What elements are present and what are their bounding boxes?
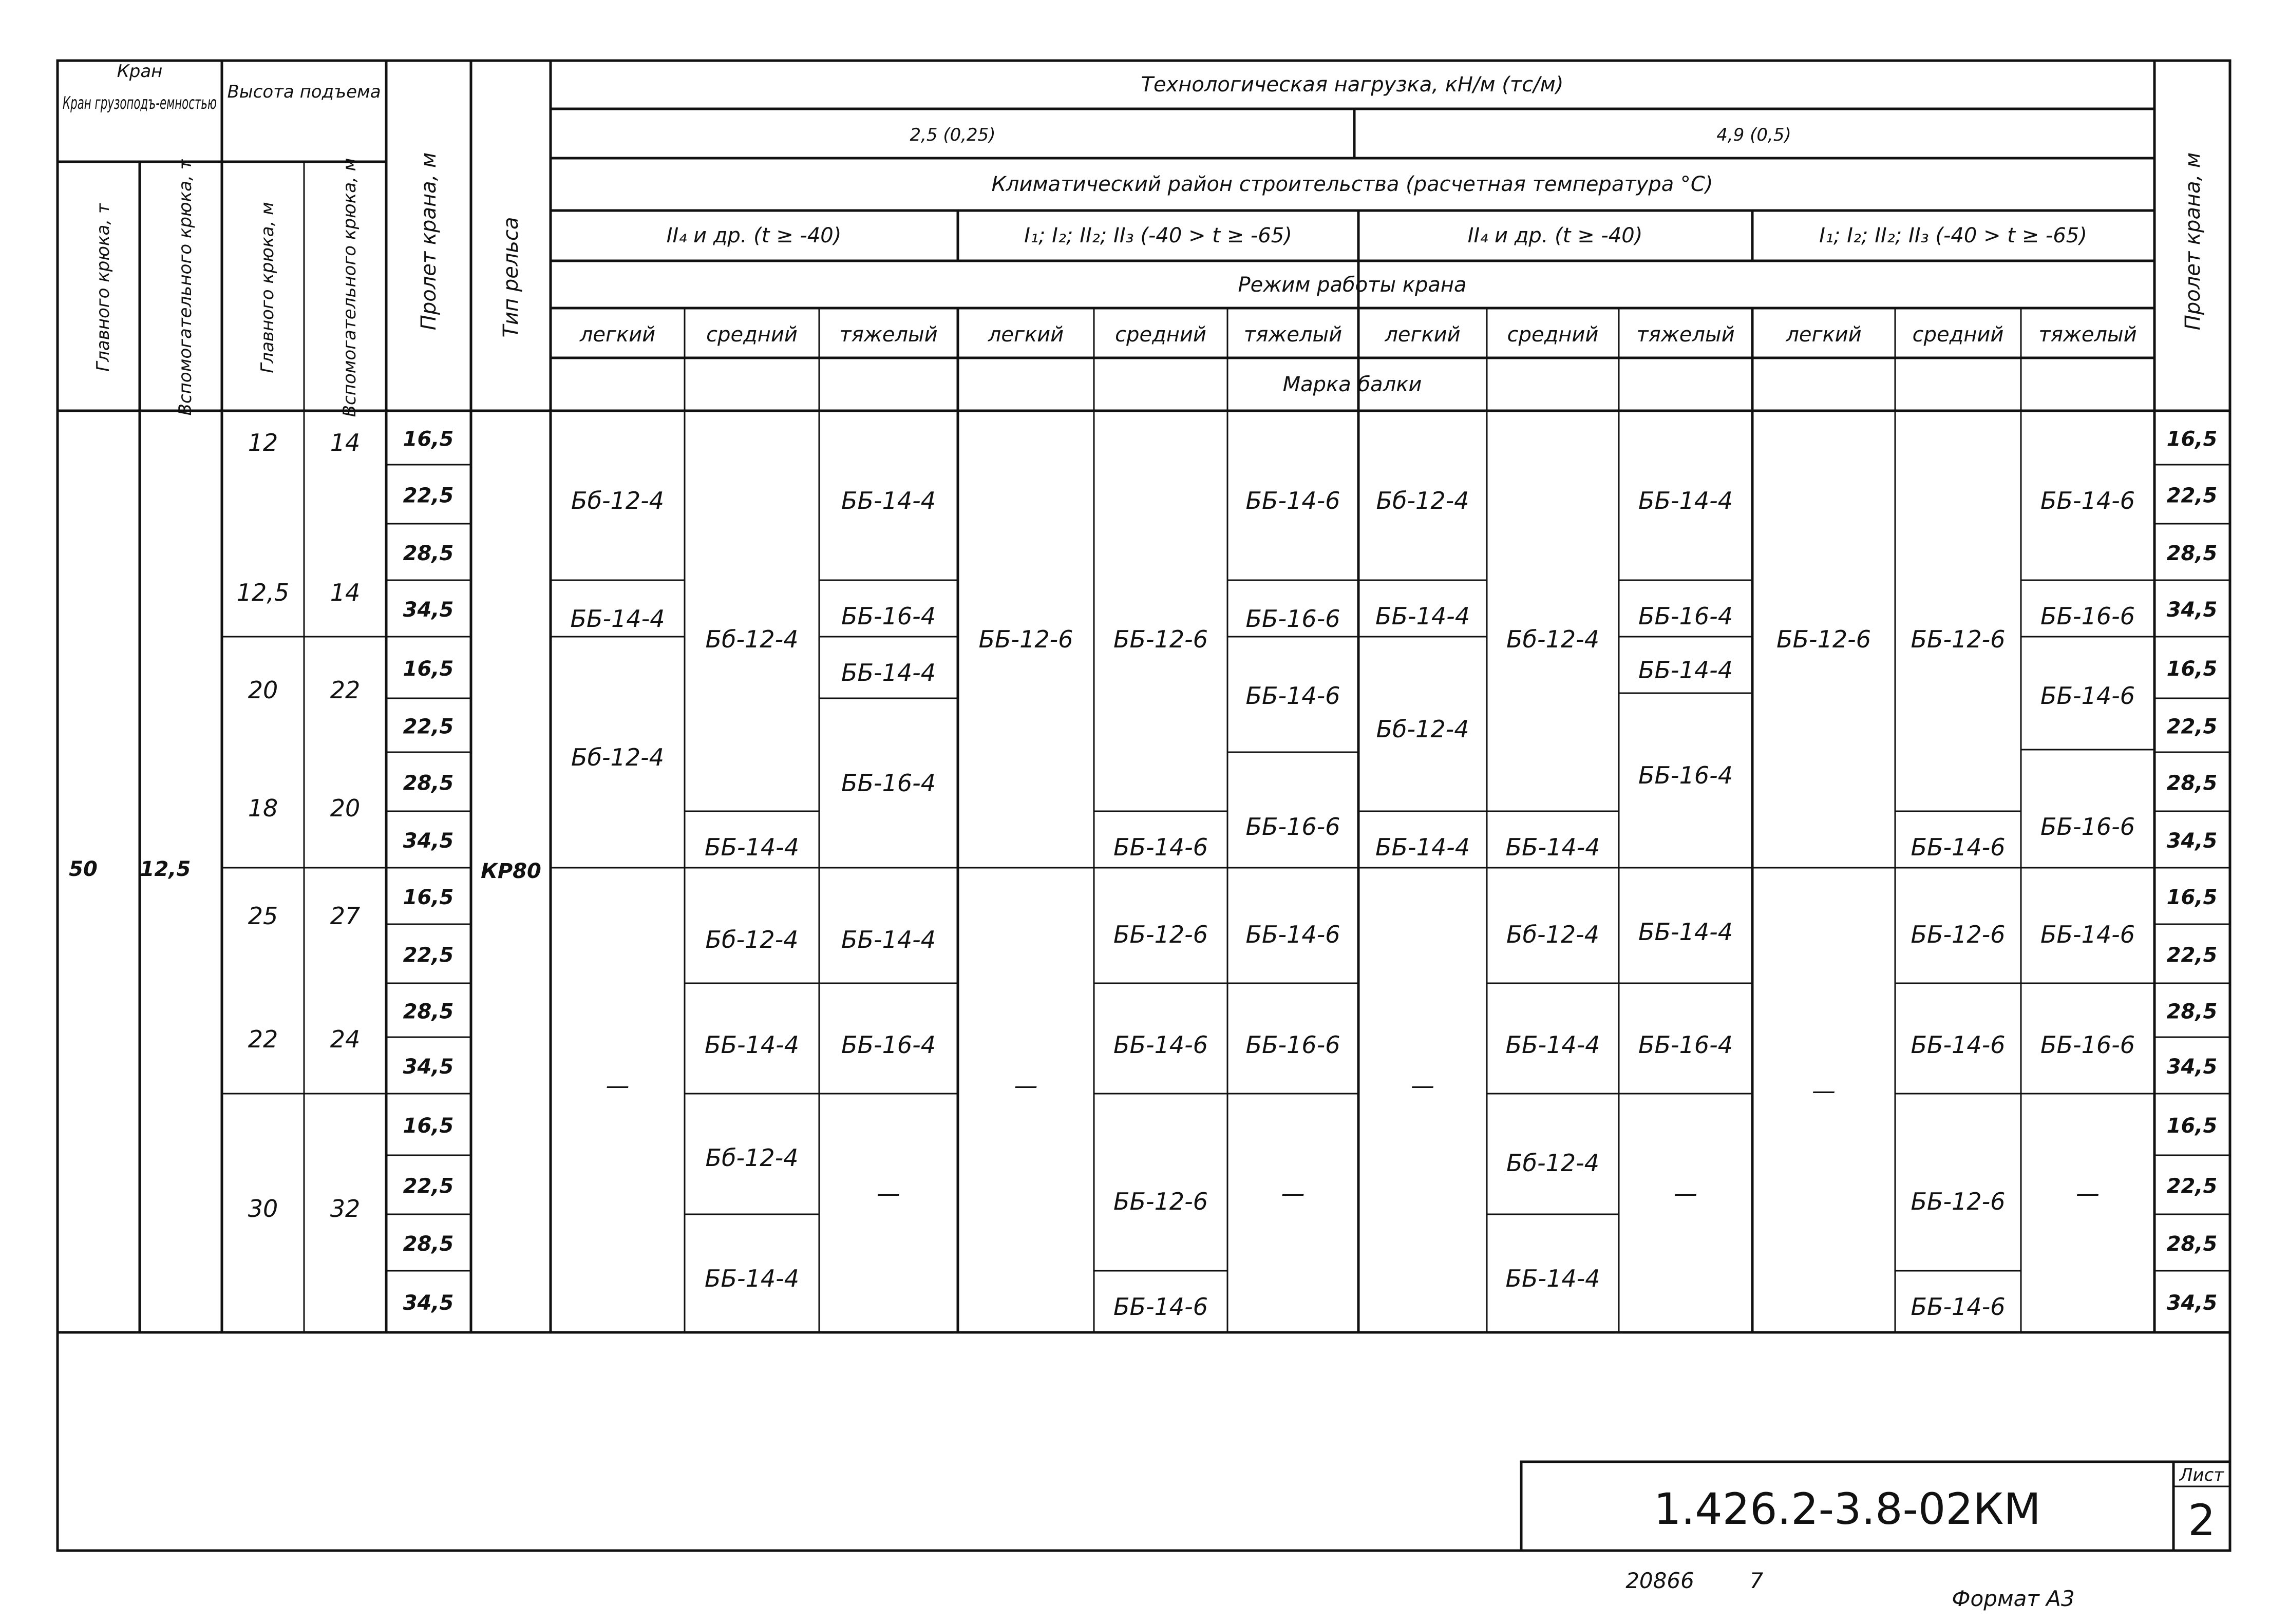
beam-mark: ББ-16-4: [841, 769, 936, 797]
beam-mark-dash: —: [606, 1072, 630, 1099]
span-value: 16,5: [403, 427, 454, 451]
rail-type-value: КР80: [481, 859, 541, 883]
beam-mark-dash: —: [2076, 1179, 2100, 1207]
beam-mark: ББ-16-6: [2040, 602, 2135, 630]
main-hook-height-value: 12,5: [236, 579, 290, 606]
main-hook-height-value: 22: [248, 1025, 278, 1053]
beam-mark: Бб-12-4: [571, 743, 664, 771]
span-value-right: 28,5: [2166, 771, 2218, 795]
climate-label: Климатический район строительства (расчетная температура °С): [991, 173, 1713, 196]
beam-mark: ББ-14-4: [1375, 602, 1470, 630]
climate-a: II₄ и др. (t ≥ -40): [666, 224, 842, 247]
crane-capacity-label: Кран грузоподъ-емностью: [63, 93, 217, 113]
span-value-right: 28,5: [2166, 1232, 2218, 1256]
span-value-right: 16,5: [2166, 657, 2218, 681]
sheet-label: Лист: [2179, 1465, 2224, 1485]
beam-mark: ББ-14-4: [841, 659, 936, 686]
aux-hook-height-value: 20: [330, 794, 361, 822]
title-block: [1654, 1465, 2224, 1545]
beam-mark: ББ-16-6: [2040, 813, 2135, 840]
beam-mark: ББ-12-6: [1113, 1188, 1208, 1215]
beam-mark: ББ-14-4: [841, 926, 936, 953]
beam-mark: ББ-14-6: [1113, 1031, 1208, 1059]
mode-label-12: тяжелый: [2038, 323, 2137, 347]
span-value: 16,5: [403, 657, 454, 681]
beam-mark: Бб-12-4: [705, 625, 799, 653]
beam-mark: ББ-14-4: [704, 833, 800, 861]
lift-height-label: Высота подъема: [227, 82, 381, 102]
span-value: 34,5: [403, 1291, 454, 1315]
table-header: [63, 61, 2205, 417]
mode-label-8: средний: [1507, 323, 1599, 347]
beam-mark: ББ-14-4: [1638, 918, 1733, 946]
beam-mark: ББ-12-6: [978, 625, 1073, 653]
span-value: 34,5: [403, 1055, 454, 1079]
aux-hook-height-label: Вспомогательного крюка, м: [339, 158, 360, 417]
beam-mark-dash: —: [1812, 1077, 1836, 1104]
beam-mark: ББ-14-6: [2040, 921, 2135, 948]
beam-mark: ББ-14-4: [1505, 833, 1600, 861]
span-value-right: 34,5: [2166, 598, 2218, 622]
span-value: 28,5: [403, 771, 454, 795]
span-value-right: 16,5: [2166, 886, 2218, 909]
main-hook-height-value: 12: [248, 429, 278, 456]
beam-mark: ББ-12-6: [1113, 625, 1208, 653]
beam-mark: ББ-14-6: [1245, 487, 1340, 514]
beam-mark: Бб-12-4: [705, 1144, 799, 1172]
span-value-right: 22,5: [2166, 1174, 2218, 1198]
aux-hook-height-value: 27: [330, 902, 361, 930]
beam-mark: ББ-12-6: [1113, 921, 1208, 948]
span-value-right: 34,5: [2166, 1291, 2218, 1315]
beam-mark: ББ-12-6: [1911, 921, 2006, 948]
span-value: 22,5: [403, 484, 454, 508]
beam-mark: ББ-14-4: [1505, 1265, 1600, 1292]
span-value-right: 22,5: [2166, 943, 2218, 967]
beam-mark: ББ-14-4: [1375, 833, 1470, 861]
mode-label-6: тяжелый: [1243, 323, 1343, 347]
beam-mark: ББ-14-4: [841, 487, 936, 514]
beam-mark: ББ-16-6: [1245, 1031, 1340, 1059]
beam-mark: Бб-12-4: [1506, 921, 1599, 948]
span-value-right: 34,5: [2166, 829, 2218, 853]
aux-hook-height-value: 22: [330, 676, 361, 704]
main-hook-height-value: 25: [248, 902, 278, 930]
beam-mark: Бб-12-4: [571, 487, 664, 514]
mode-label-10: легкий: [1786, 323, 1862, 347]
inventory-number: 20866: [1625, 1568, 1694, 1593]
beam-mark: ББ-14-4: [1638, 656, 1733, 684]
document-code: 1.426.2-3.8-02КМ: [1654, 1484, 2041, 1534]
span-value: 28,5: [403, 542, 454, 565]
mode-label-9: тяжелый: [1636, 323, 1735, 347]
span-value-right: 34,5: [2166, 1055, 2218, 1079]
aux-hook-capacity-label: Вспомогательного крюка, т: [175, 159, 196, 416]
mode-label-5: средний: [1115, 323, 1206, 347]
crane-span-label: Пролет крана, м: [417, 152, 441, 331]
beam-mark: ББ-14-6: [1911, 1031, 2006, 1059]
load-value-2: 4,9 (0,5): [1716, 125, 1791, 145]
load-value-1: 2,5 (0,25): [910, 125, 996, 145]
aux-hook-height-value: 32: [330, 1195, 361, 1222]
beam-mark-dash: —: [1281, 1179, 1305, 1207]
mode-label: Режим работы крана: [1238, 273, 1467, 297]
mode-label-11: средний: [1912, 323, 2004, 347]
beam-mark: Бб-12-4: [1506, 1149, 1599, 1177]
beam-mark: ББ-14-6: [2040, 682, 2135, 710]
span-value-right: 22,5: [2166, 484, 2218, 508]
tech-load-label: Технологическая нагрузка, кН/м (тс/м): [1141, 73, 1564, 97]
main-hook-height-value: 18: [248, 794, 278, 822]
beam-mark: ББ-16-4: [841, 602, 936, 630]
mode-label-7: легкий: [1385, 323, 1461, 347]
beam-mark: ББ-16-4: [841, 1031, 936, 1059]
beam-mark: ББ-12-6: [1776, 625, 1871, 653]
mode-label-1: легкий: [579, 323, 656, 347]
span-value-right: 16,5: [2166, 427, 2218, 451]
beam-mark: ББ-14-4: [570, 605, 665, 633]
span-value: 28,5: [403, 1232, 454, 1256]
beam-mark: ББ-14-6: [1245, 682, 1340, 710]
beam-mark: ББ-14-6: [1113, 1293, 1208, 1321]
beam-mark: ББ-16-6: [1245, 605, 1340, 633]
sheet-number: 2: [2188, 1495, 2216, 1545]
aux-capacity-value: 12,5: [140, 857, 191, 881]
beam-mark: ББ-16-6: [2040, 1031, 2135, 1059]
main-hook-capacity-label: Главного крюка, т: [93, 203, 114, 372]
span-value-right: 16,5: [2166, 1114, 2218, 1138]
span-value: 16,5: [403, 886, 454, 909]
beam-mark-dash: —: [1014, 1072, 1038, 1099]
beam-mark: ББ-14-6: [1113, 833, 1208, 861]
span-value: 22,5: [403, 1174, 454, 1198]
beam-mark-label: Марка балки: [1282, 373, 1422, 396]
beam-mark: ББ-14-6: [1245, 921, 1340, 948]
beam-mark-dash: —: [877, 1179, 900, 1207]
rail-type-label: Тип рельса: [499, 217, 523, 338]
beam-mark: ББ-16-6: [1245, 813, 1340, 840]
span-value-right: 28,5: [2166, 1000, 2218, 1024]
span-value: 22,5: [403, 715, 454, 739]
beam-mark: ББ-14-6: [2040, 487, 2135, 514]
beam-mark: ББ-12-6: [1911, 625, 2006, 653]
main-hook-height-label: Главного крюка, м: [257, 202, 278, 373]
climate-c: II₄ и др. (t ≥ -40): [1467, 224, 1643, 247]
climate-b: I₁; I₂; II₂; II₃ (-40 > t ≥ -65): [1024, 224, 1292, 247]
beam-mark: ББ-16-4: [1638, 1031, 1733, 1059]
beam-mark: ББ-12-6: [1911, 1188, 2006, 1215]
beam-mark: ББ-14-4: [1505, 1031, 1600, 1059]
main-capacity-value: 50: [69, 857, 98, 881]
crane-span-label-right: Пролет крана, м: [2181, 152, 2205, 331]
sheet-format: Формат А3: [1952, 1586, 2075, 1611]
beam-mark: ББ-14-4: [1638, 487, 1733, 514]
mode-label-2: средний: [706, 323, 798, 347]
beam-mark-dash: —: [1411, 1072, 1434, 1099]
beam-mark: ББ-14-6: [1911, 1293, 2006, 1321]
mode-label-4: легкий: [988, 323, 1064, 347]
mode-label-3: тяжелый: [839, 323, 938, 347]
beam-mark: ББ-14-4: [704, 1265, 800, 1292]
span-value: 34,5: [403, 598, 454, 622]
table-grid: [58, 61, 2230, 1551]
beam-mark: Бб-12-4: [1376, 715, 1469, 743]
beam-mark: ББ-16-4: [1638, 602, 1733, 630]
beam-mark: Бб-12-4: [1506, 625, 1599, 653]
beam-mark: ББ-14-4: [704, 1031, 800, 1059]
beam-mark: ББ-14-6: [1911, 833, 2006, 861]
span-value: 34,5: [403, 829, 454, 853]
main-hook-height-value: 30: [248, 1195, 278, 1222]
beam-mark: ББ-16-4: [1638, 761, 1733, 789]
aux-hook-height-value: 24: [330, 1025, 361, 1053]
main-hook-height-value: 20: [248, 676, 278, 704]
span-value: 16,5: [403, 1114, 454, 1138]
beam-mark: Бб-12-4: [705, 926, 799, 953]
crane-capacity-label-1: Кран: [117, 61, 163, 82]
span-value-right: 22,5: [2166, 715, 2218, 739]
span-value: 22,5: [403, 943, 454, 967]
aux-hook-height-value: 14: [330, 579, 361, 606]
copy-number: 7: [1749, 1568, 1764, 1593]
span-value-right: 28,5: [2166, 542, 2218, 565]
aux-hook-height-value: 14: [330, 429, 361, 456]
beam-mark: Бб-12-4: [1376, 487, 1469, 514]
beam-mark-dash: —: [1674, 1179, 1697, 1207]
climate-d: I₁; I₂; II₂; II₃ (-40 > t ≥ -65): [1819, 224, 2087, 247]
span-value: 28,5: [403, 1000, 454, 1024]
